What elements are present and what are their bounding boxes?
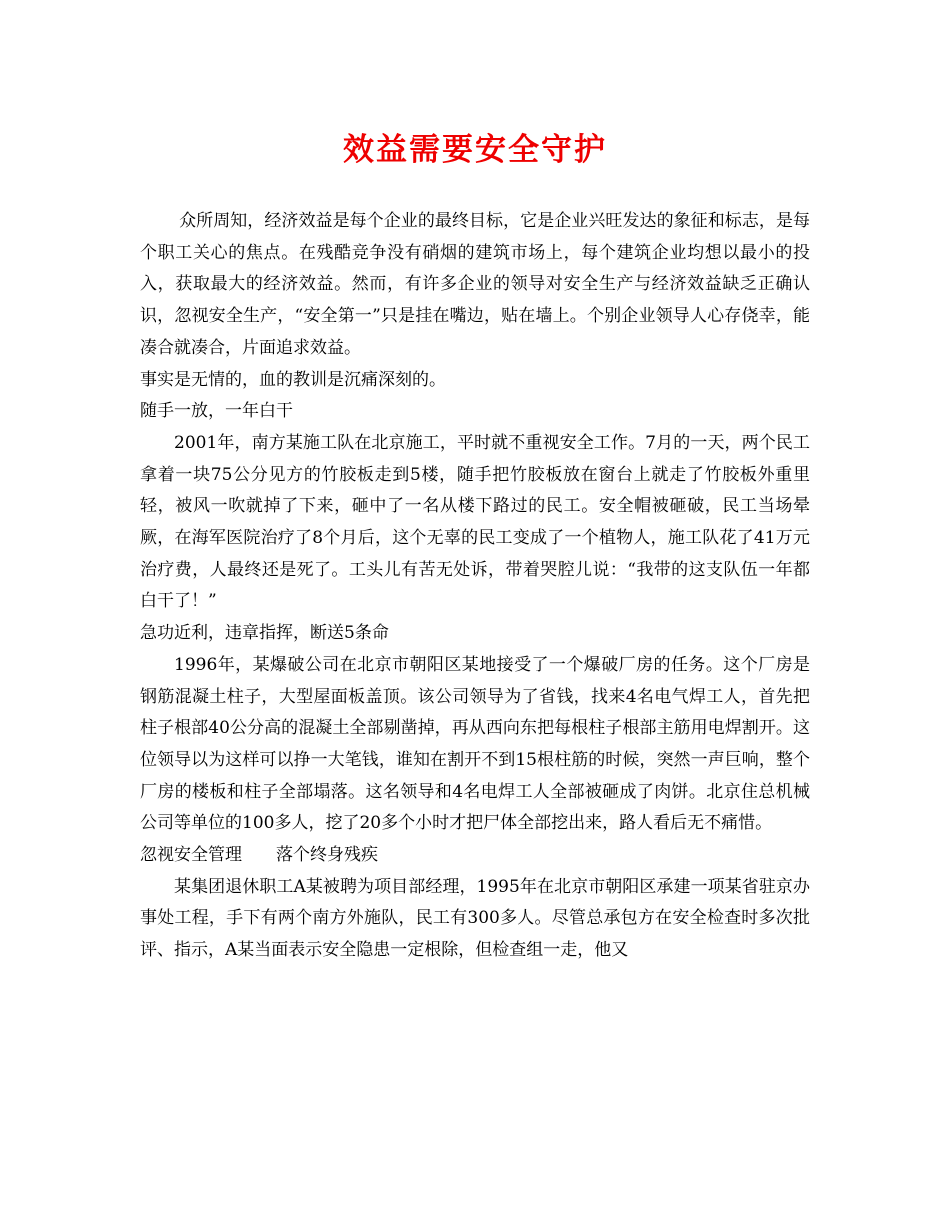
paragraph-case-1996: 1996年，某爆破公司在北京市朝阳区某地接受了一个爆破厂房的任务。这个厂房是钢筋混凝土柱子，大型屋面板盖顶。该公司领导为了省钱，找来4名电气焊工人，首先把柱子根部40公分高的混凝土全部剔凿掉，再从西向东把每根柱子根部主筋用电焊割开。这位领导以为这样可以挣一大笔钱，谁知在割开不到15根柱筋的时候，突然一声巨响，整个厂房的楼板和柱子全部塌落。这名领导和4名电焊工人全部被砸成了肉饼。北京住总机械公司等单位的100多人，挖了20多个小时才把尸体全部挖出来，路人看后无不痛惜。	[140, 654, 810, 834]
paragraph-case-1995: 某集团退休职工A某被聘为项目部经理，1995年在北京市朝阳区承建一项某省驻京办事处工程，手下有两个南方外施队，民工有300多人。尽管总承包方在安全检查时多次批评、指示，A某当面表示安全隐患一定根除，但检查组一走，他又	[140, 876, 810, 961]
document-title: 效益需要安全守护	[343, 132, 607, 168]
document-body	[140, 206, 810, 967]
paragraph-statement: 事实是无情的，血的教训是沉痛深刻的。	[140, 369, 446, 390]
document-page	[140, 0, 810, 1230]
paragraph-case-2001: 2001年，南方某施工队在北京施工，平时就不重视安全工作。7月的一天，两个民工拿着一块75公分见方的竹胶板走到5楼，随手把竹胶板放在窗台上就走了竹胶板外重里轻，被风一吹就掉了下来，砸中了一名从楼下路过的民工。安全帽被砸破，民工当场晕厥，在海军医院治疗了8个月后，这个无辜的民工变成了一个植物人，施工队花了41万元治疗费，人最终还是死了。工头儿有苦无处诉，带着哭腔儿说：“我带的这支队伍一年都白干了！”	[140, 432, 810, 612]
section-heading-3: 忽视安全管理 落个终身残疾	[140, 845, 378, 866]
paragraph-intro: 众所周知，经济效益是每个企业的最终目标，它是企业兴旺发达的象征和标志，是每个职工关心的焦点。在残酷竞争没有硝烟的建筑市场上，每个建筑企业均想以最小的投入，获取最大的经济效益。然而，有许多企业的领导对安全生产与经济效益缺乏正确认识，忽视安全生产，“安全第一”只是挂在嘴边，贴在墙上。个别企业领导人心存侥幸，能凑合就凑合，片面追求效益。	[140, 211, 810, 358]
section-heading-2: 急功近利，违章指挥，断送5条命	[140, 623, 389, 644]
section-heading-1: 随手一放，一年白干	[140, 401, 293, 422]
